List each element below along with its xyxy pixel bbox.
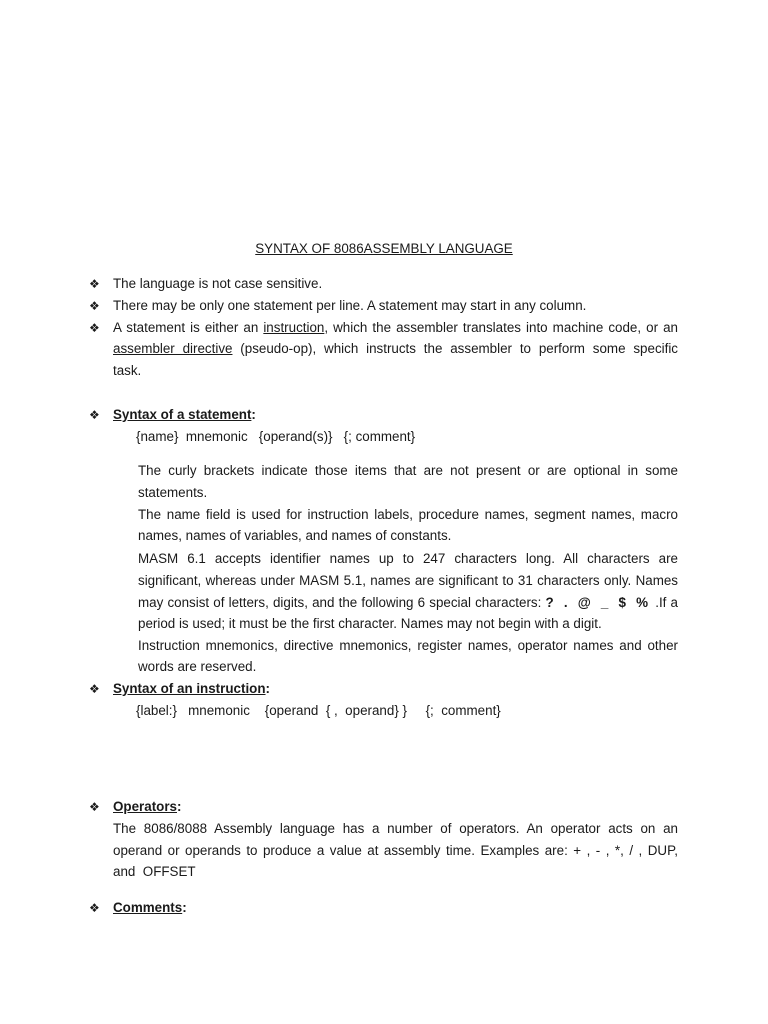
bullet-icon: ❖: [89, 800, 100, 814]
bullet-text-statement-type-line2: assembler directive (pseudo-op), which instructs the assembler to perform some specific: [113, 341, 679, 356]
bullet-text-statement-type-line1: A statement is either an instruction, which the assembler translates into machine code, or an: [113, 320, 679, 335]
bullet-icon: ❖: [89, 682, 100, 696]
bullet-icon: ❖: [89, 408, 100, 422]
statement-para2-line2: names, names of variables, and names of constants.: [138, 528, 452, 543]
page-title: SYNTAX OF 8086ASSEMBLY LANGUAGE: [255, 241, 513, 256]
section-heading-operators: Operators:: [113, 799, 182, 814]
operators-line3: and OFFSET: [113, 864, 196, 879]
instruction-term: instruction: [263, 320, 325, 335]
bullet-text-case: The language is not case sensitive.: [113, 276, 323, 291]
bullet-icon: ❖: [89, 277, 100, 291]
statement-para1-line2: statements.: [138, 485, 208, 500]
statement-para1-line1: The curly brackets indicate those items that are not present or are optional in some: [138, 463, 678, 478]
bullet-icon: ❖: [89, 901, 100, 915]
statement-para3-line1: MASM 6.1 accepts identifier names up to 247 characters long. All characters are: [138, 551, 678, 566]
section-heading-statement: Syntax of a statement:: [113, 407, 256, 422]
statement-para4-line1: Instruction mnemonics, directive mnemonics, register names, operator names and other: [138, 638, 678, 653]
operators-line1: The 8086/8088 Assembly language has a number of operators. An operator acts on an: [113, 821, 678, 836]
instruction-syntax: {label:} mnemonic {operand { , operand} } {; comment}: [136, 703, 501, 718]
statement-para3-line3: may consist of letters, digits, and the following 6 special characters: ? . @ _ $ % .If a: [138, 595, 678, 610]
bullet-icon: ❖: [89, 299, 100, 313]
statement-para4-line2: words are reserved.: [138, 659, 257, 674]
bullet-text-statement-per-line: There may be only one statement per line. A statement may start in any column.: [113, 298, 587, 313]
bullet-icon: ❖: [89, 321, 100, 335]
statement-para2-line1: The name field is used for instruction labels, procedure names, segment names, macro: [138, 507, 678, 522]
section-heading-instruction: Syntax of an instruction:: [113, 681, 270, 696]
statement-para3-line4: period is used; it must be the first character. Names may not begin with a digit.: [138, 616, 602, 631]
bullet-text-statement-type-line3: task.: [113, 363, 142, 378]
statement-para3-line2: significant, whereas under MASM 5.1, names are significant to 31 characters only. Names: [138, 573, 678, 588]
special-characters: ? . @ _ $ %: [545, 595, 652, 610]
assembler-directive-term: assembler directive: [113, 341, 233, 356]
section-heading-comments: Comments:: [113, 900, 187, 915]
statement-syntax: {name} mnemonic {operand(s)} {; comment}: [136, 429, 416, 444]
operators-line2: operand or operands to produce a value at assembly time. Examples are: + , - , *, / , DUP,: [113, 843, 678, 858]
